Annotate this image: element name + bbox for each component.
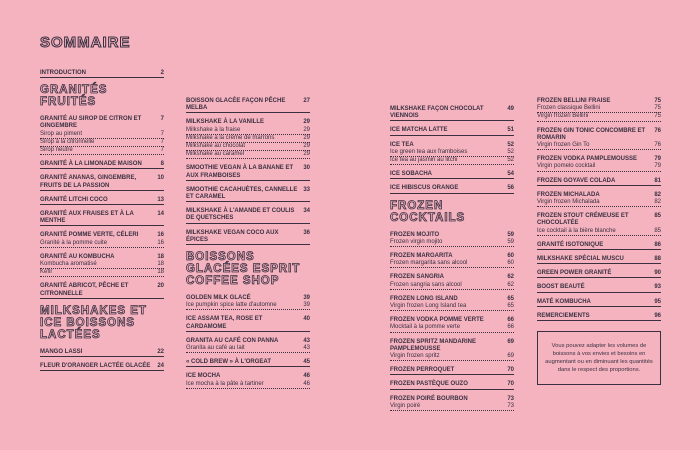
toc-subrow[interactable] (390, 324, 514, 332)
toc-label: GREEN POWER GRANITÉ (537, 270, 612, 277)
toc-page: 85 (654, 213, 661, 220)
toc-row[interactable] (390, 185, 514, 193)
toc-page: 30 (303, 165, 310, 172)
toc-list (40, 349, 164, 371)
toc-sub-page: 46 (303, 380, 310, 387)
toc-entry (390, 171, 514, 179)
toc-sub-page: 62 (507, 281, 514, 288)
toc-row[interactable] (390, 396, 514, 403)
toc-entry (40, 197, 164, 205)
toc-page: 7 (160, 116, 164, 123)
toc-sub-label: Kéfir (40, 269, 53, 276)
toc-page: 49 (507, 106, 514, 112)
toc-label: GRANITÉ LITCHI COCO (40, 196, 108, 203)
toc-row[interactable] (390, 296, 514, 303)
note-box: Vous pouvez adapter les volumes de boissons à vos envies et besoins en augmentant ou en diminuant les quantités dans le respect des proportions. (537, 331, 661, 385)
toc-subrow[interactable] (537, 228, 661, 236)
toc-list (186, 295, 310, 389)
toc-subrow[interactable] (40, 240, 164, 248)
toc-row[interactable] (186, 316, 310, 331)
toc-sub-page: 16 (157, 239, 164, 246)
toc-row[interactable] (537, 256, 661, 264)
toc-page: 90 (654, 270, 661, 277)
toc-label: FROZEN GIN TONIC CONCOMBRE ET ROMARIN (537, 127, 646, 141)
toc-page: 79 (654, 156, 661, 163)
toc-label: GRANITÉ À LA LIMONADE MAISON (40, 161, 142, 168)
toc-row[interactable] (390, 339, 514, 353)
toc-row[interactable] (390, 367, 514, 375)
toc-sub-label: Granita au café au lait (186, 345, 245, 352)
toc-entry (390, 317, 514, 332)
toc-subrow[interactable] (537, 142, 661, 150)
toc-list (186, 98, 310, 245)
toc-sub-page: 29 (303, 134, 310, 141)
toc-subrow[interactable] (40, 147, 164, 155)
toc-label: ICE SOBACHA (390, 171, 433, 178)
toc-subrow[interactable] (537, 163, 661, 171)
toc-subrow[interactable] (186, 345, 310, 353)
toc-sub-page: 29 (303, 143, 310, 150)
toc-entry (390, 142, 514, 166)
toc-row[interactable] (537, 128, 661, 142)
toc-sub-page: 7 (160, 147, 164, 154)
toc-label: « COLD BREW » À L'ORGEAT (186, 359, 271, 366)
toc-entry (186, 230, 310, 245)
toc-subrow[interactable] (40, 269, 164, 277)
section-heading: FROZEN COCKTAILS (390, 199, 466, 224)
toc-subrow[interactable] (537, 113, 661, 121)
toc-sub-page: 59 (507, 238, 514, 245)
toc-entry (537, 284, 661, 292)
toc-label: MILKSHAKE FAÇON CHOCOLAT VIENNOIS (390, 106, 484, 120)
toc-page: 70 (507, 367, 514, 374)
toc-entry (40, 232, 164, 247)
toc-label: FROZEN VODKA POMME VERTE (390, 317, 484, 324)
toc-page: 36 (303, 229, 310, 236)
toc-label: ICE ASSAM TEA, ROSE ET CARDAMOME (186, 316, 263, 330)
toc-page: 10 (157, 175, 164, 182)
toc-entry (537, 256, 661, 264)
toc-page: 46 (303, 373, 310, 380)
toc-row[interactable] (537, 192, 661, 199)
toc-sub-page: 18 (157, 261, 164, 268)
toc-entry (186, 295, 310, 310)
toc-page: 54 (507, 171, 514, 178)
toc-entry (186, 119, 310, 159)
toc-sub-page: 82 (654, 199, 661, 206)
toc-row[interactable] (40, 283, 164, 298)
toc-label: MILKSHAKE À LA VANILLE (186, 119, 264, 126)
toc-page: 82 (654, 191, 661, 198)
toc-row[interactable] (390, 171, 514, 179)
toc-label: SMOOTHIE CACAHUÈTES, CANNELLE ET CARAMEL (186, 186, 298, 201)
toc-label: GRANITÉ ISOTONIQUE (537, 241, 604, 248)
toc-sub-page: 60 (507, 260, 514, 267)
toc-page: 75 (654, 98, 661, 104)
toc-label: ICE TEA (390, 141, 414, 148)
toc-label: MILKSHAKE À L'AMANDE ET COULIS DE QUETSCHES (186, 208, 295, 222)
toc-entry (40, 254, 164, 278)
toc-sub-page: 29 (303, 126, 310, 133)
toc-row[interactable] (40, 197, 164, 205)
toc-sub-page: 75 (654, 105, 661, 112)
toc-row[interactable] (186, 373, 310, 380)
toc-sub-label: Frozen sangria sans alcool (390, 281, 462, 288)
toc-label: GRANITÉ AU SIROP DE CITRON ET GINGEMBRE (40, 116, 142, 130)
toc-row[interactable] (390, 106, 514, 121)
toc-entry (40, 70, 164, 78)
toc-page: 56 (507, 185, 514, 192)
toc-page: 96 (654, 312, 661, 319)
toc-subrow[interactable] (390, 149, 514, 157)
toc-subrow[interactable] (537, 199, 661, 207)
toc-row[interactable] (537, 299, 661, 307)
toc-page: 29 (303, 119, 310, 126)
toc-sub-label: Frozen classique Bellini (537, 105, 601, 112)
toc-label: MILKSHAKE SPÉCIAL MUSCU (537, 256, 624, 263)
toc-label: GRANITÉ AUX FRAISES ET À LA MENTHE (40, 211, 134, 225)
toc-subrow[interactable] (390, 239, 514, 247)
toc-list (390, 232, 514, 411)
toc-row[interactable] (40, 349, 164, 357)
toc-row[interactable] (40, 254, 164, 261)
toc-row[interactable] (40, 232, 164, 239)
toc-subrow[interactable] (390, 403, 514, 411)
toc-row[interactable] (537, 242, 661, 250)
toc-label: FROZEN PERROQUET (390, 367, 455, 374)
toc-page: 88 (654, 256, 661, 263)
toc-entry (390, 274, 514, 289)
toc-page: 52 (507, 141, 514, 148)
toc-label: BOOST BEAUTÉ (537, 284, 585, 291)
toc-subrow[interactable] (186, 302, 310, 310)
toc-sub-label: Sirop au piment (40, 130, 83, 137)
toc-entry (537, 178, 661, 186)
toc-page: 27 (303, 98, 310, 104)
toc-row[interactable] (390, 253, 514, 260)
toc-row[interactable] (390, 381, 514, 389)
toc-label: FROZEN GOYAVE COLADA (537, 177, 616, 184)
toc-label: GRANITA AU CAFÉ CON PANNA (186, 337, 279, 344)
toc-sub-page: 65 (507, 303, 514, 310)
toc-label: FROZEN PASTÈQUE OUZO (390, 381, 468, 388)
toc-label: FROZEN POIRÉ BOURBON (390, 395, 468, 402)
toc-sub-page: 85 (654, 227, 661, 234)
toc-label: MILKSHAKE VEGAN COCO AUX ÉPICES (186, 229, 279, 243)
toc-sub-label: Ice tea au jasmin au litchi (390, 157, 458, 164)
toc-subrow[interactable] (390, 282, 514, 290)
toc-column-1 (40, 70, 164, 377)
toc-column-2 (186, 98, 310, 395)
toc-subrow[interactable] (40, 261, 164, 269)
toc-entry (186, 359, 310, 367)
toc-row[interactable] (40, 161, 164, 169)
toc-page: 2 (160, 70, 164, 76)
toc-label: FLEUR D'ORANGER LACTÉE GLACÉE (40, 363, 151, 370)
toc-entry (40, 175, 164, 190)
toc-row[interactable] (40, 116, 164, 130)
toc-row[interactable] (40, 175, 164, 190)
toc-sub-page: 18 (157, 269, 164, 276)
toc-label: FROZEN MARGARITA (390, 253, 453, 260)
toc-sub-label: Virgin frozen Long Island tea (390, 303, 467, 310)
section-heading: GRANITÉS FRUITÉS (40, 84, 108, 109)
toc-entry (537, 213, 661, 236)
toc-entry (186, 98, 310, 113)
toc-sub-label: Virgin frozen Gin To (537, 142, 590, 149)
toc-entry (390, 339, 514, 362)
toc-entry (537, 128, 661, 151)
toc-entry (390, 253, 514, 268)
toc-row-introduction[interactable] (40, 70, 164, 78)
toc-entry (40, 363, 164, 371)
toc-label: FROZEN SPRITZ MANDARINE PAMPLEMOUSSE (390, 338, 476, 352)
toc-page: 14 (157, 211, 164, 218)
toc-sub-page: 7 (160, 130, 164, 137)
toc-page: 76 (654, 127, 661, 134)
toc-entry (186, 187, 310, 202)
toc-entry (537, 313, 661, 321)
toc-subrow[interactable] (390, 353, 514, 361)
toc-page: 93 (654, 284, 661, 291)
toc-label: ICE MATCHA LATTE (390, 127, 448, 134)
toc-sub-label: Ice pumpkin spice latte d'automne (186, 302, 277, 309)
toc-sub-label: Granité à la pomme cuite (40, 239, 108, 246)
toc-subrow[interactable] (390, 157, 514, 165)
toc-sub-label: Virgin pomelo cocktail (537, 163, 596, 170)
toc-label: FROZEN MOJITO (390, 231, 440, 238)
toc-sub-label: Kombucha aromatisé (40, 261, 97, 268)
toc-label: MATÉ KOMBUCHA (537, 298, 591, 305)
toc-page: 95 (654, 298, 661, 305)
toc-row[interactable] (186, 119, 310, 126)
section-heading: BOISSONS GLACÉES ESPRIT COFFEE SHOP (186, 251, 301, 288)
toc-label: FROZEN LONG ISLAND (390, 295, 458, 302)
toc-row[interactable] (390, 274, 514, 281)
toc-sub-label: Ice mocha à la pâte à tartiner (186, 380, 264, 387)
toc-entry (186, 338, 310, 353)
toc-list (390, 106, 514, 194)
toc-entry (390, 185, 514, 193)
toc-entry (537, 192, 661, 207)
toc-label: REMERCIEMENTS (537, 312, 590, 319)
toc-page: 13 (157, 196, 164, 203)
toc-label: SMOOTHIE VEGAN À LA BANANE ET AUX FRAMBOISES (186, 165, 294, 179)
toc-entry (186, 373, 310, 388)
toc-row[interactable] (537, 213, 661, 227)
toc-label: ICE HIBISCUS ORANGE (390, 185, 459, 192)
toc-subrow[interactable] (40, 131, 164, 139)
toc-row[interactable] (186, 98, 310, 113)
toc-entry (40, 116, 164, 155)
toc-page: 20 (157, 283, 164, 290)
toc-entry (186, 165, 310, 180)
toc-sub-label: Milkshake à la fraise (186, 126, 241, 133)
toc-label: MANGO LASSI (40, 348, 83, 355)
toc-sub-page: 75 (654, 113, 661, 120)
toc-subrow[interactable] (186, 151, 310, 159)
toc-page: 81 (654, 177, 661, 184)
toc-column-3 (390, 106, 514, 417)
toc-label: FROZEN MICHALADA (537, 191, 600, 198)
toc-label: GRANITÉ ABRICOT, PÊCHE ET CITRONNELLE (40, 283, 129, 297)
toc-entry (40, 161, 164, 169)
toc-row[interactable] (390, 142, 514, 149)
toc-label: GRANITÉ ANANAS, GINGEMBRE, FRUITS DE LA PASSION (40, 175, 137, 189)
section-heading: MILKSHAKES ET ICE BOISSONS LACTÉES (40, 304, 147, 341)
toc-sub-label: Milkshake au chocolat (186, 143, 246, 150)
toc-page: 40 (303, 316, 310, 323)
toc-row[interactable] (390, 127, 514, 135)
toc-row[interactable] (186, 230, 310, 245)
toc-entry (390, 127, 514, 135)
toc-sub-label: Milkshake au caramel (186, 151, 245, 158)
toc-sub-label: Frozen margarita sans alcool (390, 260, 468, 267)
toc-page: 60 (507, 253, 514, 260)
toc-row[interactable] (390, 232, 514, 239)
toc-label: INTRODUCTION (40, 70, 86, 76)
toc-page: 86 (654, 241, 661, 248)
toc-entry (537, 242, 661, 250)
toc-sub-label: Sirop neutre (40, 147, 73, 154)
toc-page: 33 (303, 186, 310, 193)
toc-row[interactable] (186, 165, 310, 180)
toc-subrow[interactable] (40, 139, 164, 147)
toc-page: 22 (157, 348, 164, 355)
toc-page: 70 (507, 381, 514, 388)
toc-sub-page: 39 (303, 302, 310, 309)
toc-label: FROZEN VODKA PAMPLEMOUSSE (537, 156, 638, 163)
toc-label: GRANITÉ POMME VERTE, CÉLERI (40, 232, 139, 239)
toc-entry (390, 367, 514, 375)
toc-page: 39 (303, 295, 310, 302)
toc-entry (40, 211, 164, 226)
toc-row[interactable] (40, 211, 164, 226)
toc-sub-page: 43 (303, 345, 310, 352)
toc-subrow[interactable] (186, 143, 310, 151)
toc-sub-page: 76 (654, 142, 661, 149)
toc-entry (390, 296, 514, 311)
toc-sub-label: Virgin frozen Michalada (537, 199, 600, 206)
toc-page: 66 (507, 317, 514, 324)
toc-sub-page: 29 (303, 151, 310, 158)
toc-row[interactable] (537, 270, 661, 278)
toc-subrow[interactable] (186, 381, 310, 389)
toc-row[interactable] (537, 284, 661, 292)
page-title: SOMMAIRE (40, 34, 131, 51)
toc-entry (186, 208, 310, 223)
toc-page: 69 (507, 338, 514, 345)
toc-subrow[interactable] (186, 127, 310, 135)
toc-row[interactable] (537, 313, 661, 321)
toc-page: 8 (160, 161, 164, 168)
toc-sub-page: 52 (507, 148, 514, 155)
toc-sub-page: 79 (654, 163, 661, 170)
toc-row[interactable] (186, 295, 310, 302)
toc-entry (390, 381, 514, 389)
toc-page: 43 (303, 337, 310, 344)
toc-subrow[interactable] (186, 135, 310, 143)
toc-row[interactable] (537, 178, 661, 186)
toc-page: 16 (157, 232, 164, 239)
toc-row[interactable] (186, 359, 310, 367)
toc-row[interactable] (186, 187, 310, 202)
toc-label: FROZEN SANGRIA (390, 274, 444, 281)
toc-page: 62 (507, 274, 514, 281)
toc-column-4 (537, 98, 661, 385)
toc-label: FROZEN STOUT CRÉMEUSE ET CHOCOLATÉE (537, 213, 629, 227)
toc-entry (390, 106, 514, 121)
toc-page: 59 (507, 231, 514, 238)
toc-sub-label: Sirop à la citronnelle (40, 138, 95, 145)
toc-page: 18 (157, 253, 164, 260)
toc-sub-label: Ice green tea aux framboises (390, 148, 468, 155)
toc-entry (40, 349, 164, 357)
toc-page: 45 (303, 359, 310, 366)
toc-sub-page: 69 (507, 353, 514, 360)
toc-sub-label: Virgin frozen Bellini (537, 113, 589, 120)
toc-sub-label: Mocktail à la pomme verte (390, 324, 461, 331)
toc-row[interactable] (537, 98, 661, 105)
toc-entry (390, 232, 514, 247)
toc-page: 73 (507, 395, 514, 402)
toc-list (40, 116, 164, 299)
toc-subrow[interactable] (390, 303, 514, 311)
toc-entry (40, 283, 164, 298)
toc-page: 34 (303, 208, 310, 215)
toc-list (537, 98, 661, 321)
toc-page: 51 (507, 127, 514, 134)
toc-row[interactable] (537, 156, 661, 163)
toc-sub-label: Virgin poiré (390, 402, 421, 409)
toc-row[interactable] (186, 338, 310, 345)
toc-row[interactable] (390, 317, 514, 324)
toc-sub-page: 52 (507, 157, 514, 164)
toc-row[interactable] (40, 363, 164, 371)
toc-subrow[interactable] (537, 105, 661, 113)
toc-row[interactable] (186, 208, 310, 223)
toc-label: FROZEN BELLINI FRAISE (537, 98, 611, 104)
toc-entry (537, 98, 661, 122)
toc-entry (186, 316, 310, 331)
toc-subrow[interactable] (390, 260, 514, 268)
toc-page: 24 (157, 363, 164, 370)
toc-label: GOLDEN MILK GLACÉ (186, 295, 251, 302)
toc-page: 65 (507, 295, 514, 302)
toc-label: ICE MOCHA (186, 373, 221, 380)
toc-sub-label: Milkshake à la crème de marrons (186, 134, 275, 141)
toc-label: BOISSON GLACÉE FAÇON PÊCHE MELBA (186, 98, 286, 112)
toc-sub-page: 66 (507, 324, 514, 331)
toc-entry (537, 270, 661, 278)
toc-sub-page: 73 (507, 402, 514, 409)
toc-sub-label: Virgin frozen spritz (390, 353, 440, 360)
toc-sub-page: 7 (160, 138, 164, 145)
toc-sub-label: Frozen virgin mojito (390, 238, 443, 245)
toc-label: GRANITÉ AU KOMBUCHA (40, 253, 115, 260)
toc-sub-label: Ice cocktail à la bière blanche (537, 227, 616, 234)
toc-entry (390, 396, 514, 411)
toc-entry (537, 299, 661, 307)
toc-entry (537, 156, 661, 171)
